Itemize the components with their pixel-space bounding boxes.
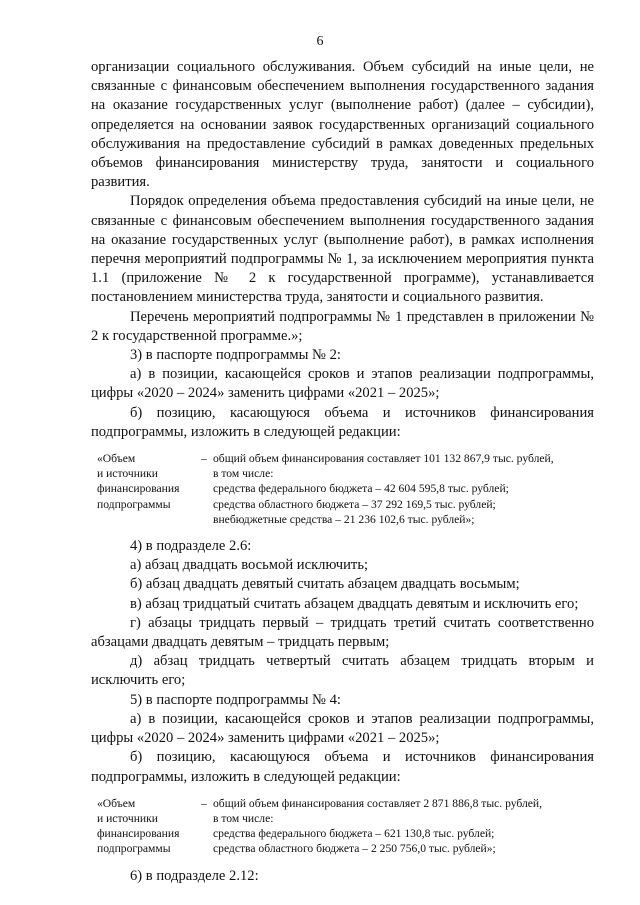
list-item: а) абзац двадцать восьмой исключить; bbox=[130, 557, 369, 574]
paragraph: Перечень мероприятий подпрограммы № 1 представлен в приложении № 2 к государственной программе.»; bbox=[91, 308, 594, 344]
financing-table-subprogram-4 bbox=[91, 796, 594, 857]
list-item: б) позицию, касающуюся объема и источников финансирования подпрограммы, изложить в следующей редакции: bbox=[91, 404, 594, 440]
list-item: б) позицию, касающуюся объема и источников финансирования подпрограммы, изложить в следующей редакции: bbox=[91, 749, 594, 785]
list-item: 3) в паспорте подпрограммы № 2: bbox=[130, 347, 341, 364]
list-item: 6) в подразделе 2.12: bbox=[130, 867, 259, 884]
table-value: общий объем финансирования составляет 101 132 867,9 тыс. рублей, в том числе: средства федерального бюджета – 42 604 595,8 тыс. рублей; средства областного бюджета – 37 292 169,5 тыс. рублей; внебюджетные средства – 21 236 102,6 тыс. рублей»; bbox=[213, 452, 554, 526]
table-label: «Объем и источники финансирования подпрограммы bbox=[97, 796, 180, 856]
list-item: 4) в подразделе 2.6: bbox=[130, 538, 252, 555]
table-value: общий объем финансирования составляет 2 871 886,8 тыс. рублей, в том числе: средства федерального бюджета – 621 130,8 тыс. рублей; средства областного бюджета – 2 250 756,0 тыс. рублей»; bbox=[213, 796, 543, 856]
list-item: д) абзац тридцать четвертый считать абзацем тридцать вторым и исключить его; bbox=[91, 653, 594, 689]
document-body bbox=[91, 58, 594, 886]
list-item: а) в позиции, касающейся сроков и этапов реализации подпрограммы, цифры «2020 – 2024» заменить цифрами «2021 – 2025»; bbox=[91, 366, 594, 402]
financing-table-subprogram-2 bbox=[91, 451, 594, 527]
list-item: а) в позиции, касающейся сроков и этапов реализации подпрограммы, цифры «2020 – 2024» заменить цифрами «2021 – 2025»; bbox=[91, 710, 594, 747]
table-label: «Объем и источники финансирования подпрограммы bbox=[97, 452, 180, 511]
paragraph: организации социального обслуживания. Объем субсидий на иные цели, не связанные с финансовым обеспечением выполнения государственного задания на оказание государственных услуг (выполнение работ) (далее – субсидии), определяется на основании заявок государственных организаций социального обслуживания на предоставление субсидий в рамках доведенных предельных объемов финансирования министерству труда, занятости и социального развития. bbox=[91, 59, 594, 191]
table-dash: – bbox=[201, 796, 207, 810]
list-item: б) абзац двадцать девятый считать абзацем двадцать восьмым; bbox=[130, 576, 520, 593]
list-item: в) абзац тридцатый считать абзацем двадцать девятым и исключить его; bbox=[130, 595, 579, 612]
list-item: г) абзацы тридцать первый – тридцать третий считать соответственно абзацами двадцать девятым – тридцать первым; bbox=[91, 614, 594, 651]
table-dash: – bbox=[201, 452, 207, 466]
page-number: 6 bbox=[316, 34, 324, 49]
list-item: 5) в паспорте подпрограммы № 4: bbox=[130, 691, 341, 708]
paragraph: Порядок определения объема предоставления субсидий на иные цели, не связанные с финансовым обеспечением выполнения государственного задания на оказание государственных услуг (выполнение работ), в рамках исполнения перечня мероприятий подпрограммы № 1, за исключением мероприятия пункта 1.1 (приложение № 2 к государственной программе), устанавливается постановлением министерства труда, занятости и социального развития. bbox=[91, 193, 594, 306]
